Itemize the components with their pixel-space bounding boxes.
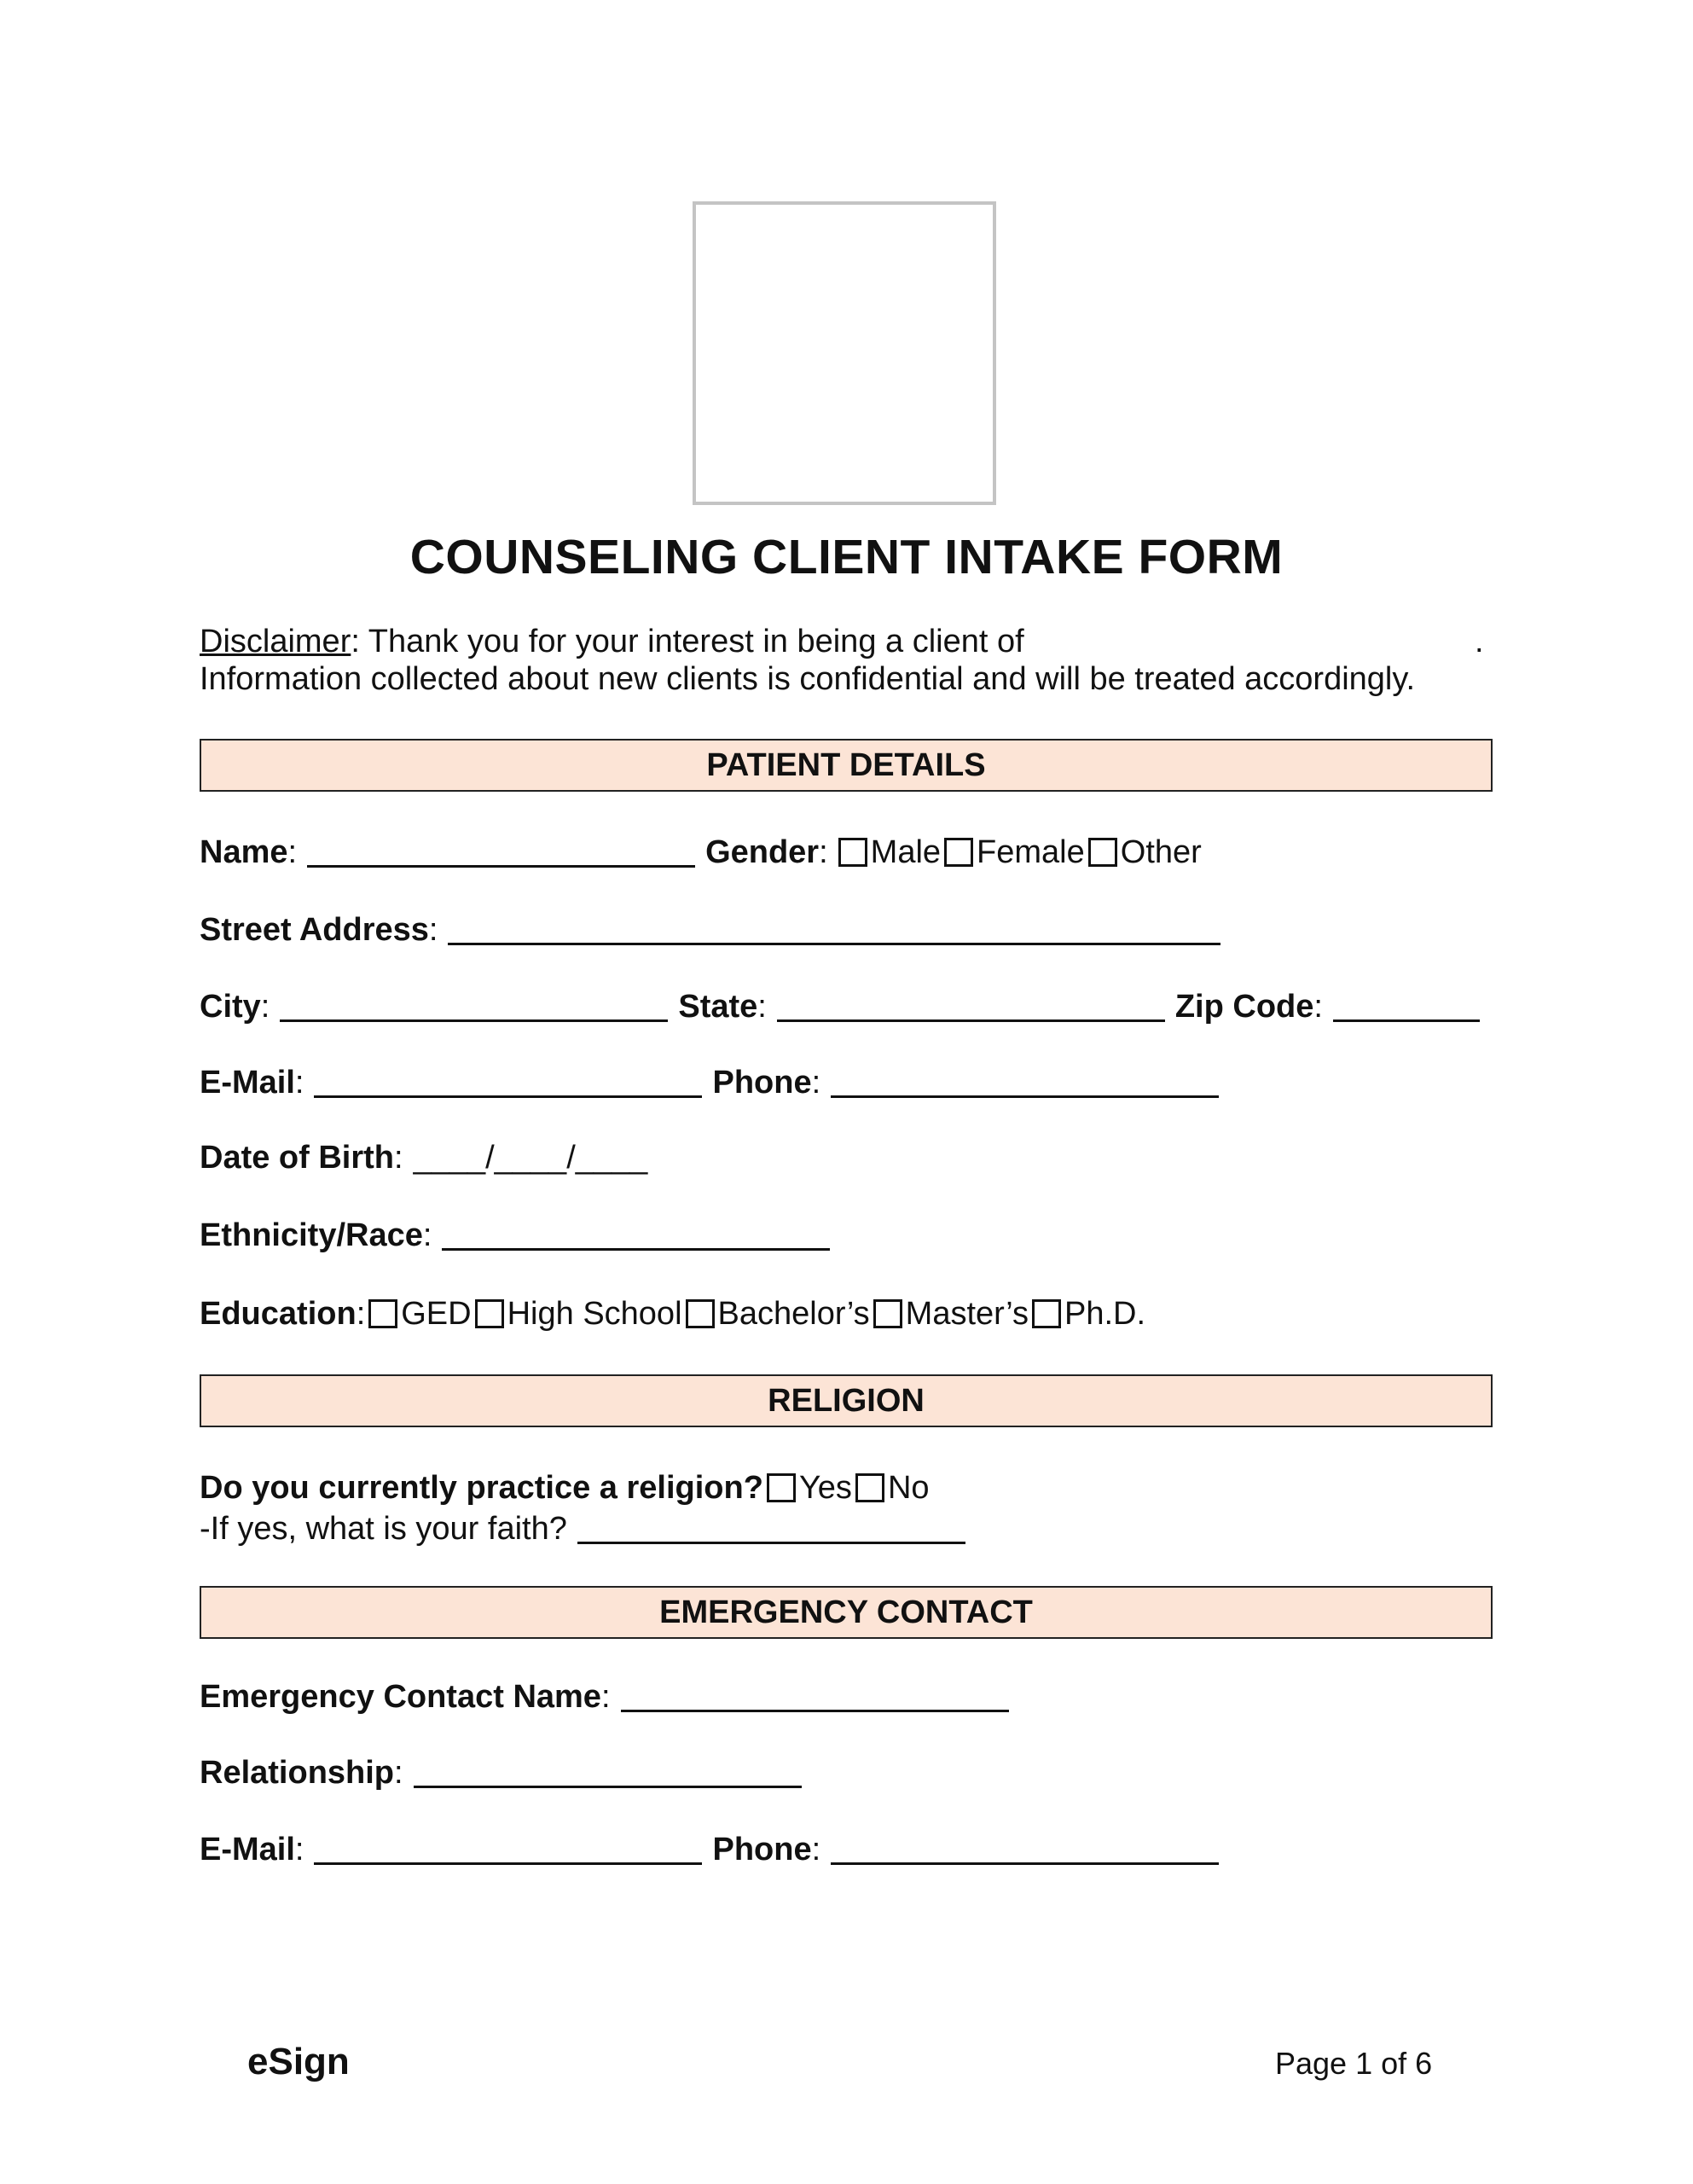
religion-yes-checkbox[interactable]: [767, 1473, 796, 1502]
esign-logo: eSign: [247, 2041, 350, 2082]
row-date-of-birth: [200, 1139, 647, 1176]
colon: :: [356, 1296, 366, 1332]
row-email-phone: [200, 1063, 1219, 1101]
faith-question: -If yes, what is your faith?: [200, 1511, 567, 1547]
section-patient-details: PATIENT DETAILS: [200, 739, 1493, 792]
row-name-gender: [200, 833, 1202, 871]
ethnicity-label: Ethnicity/Race: [200, 1217, 423, 1253]
colon: :: [811, 1065, 821, 1101]
colon: :: [811, 1832, 821, 1867]
dob-label: Date of Birth: [200, 1140, 394, 1176]
colon: :: [394, 1755, 403, 1791]
colon: :: [819, 834, 828, 870]
phone-label: Phone: [712, 1065, 812, 1101]
logo-placeholder[interactable]: [693, 201, 996, 505]
education-phd-checkbox[interactable]: [1032, 1299, 1061, 1328]
colon: :: [394, 1140, 403, 1176]
colon: :: [600, 1679, 611, 1715]
row-emergency-email-phone: [200, 1830, 1219, 1868]
education-phd-label: Ph.D.: [1064, 1296, 1146, 1332]
city-field[interactable]: [280, 987, 668, 1022]
education-label: Education: [200, 1296, 357, 1332]
disclaimer: [200, 623, 1496, 698]
colon: :: [287, 834, 298, 870]
relationship-field[interactable]: [414, 1753, 802, 1788]
colon: :: [294, 1065, 304, 1101]
email-label: E-Mail: [200, 1065, 295, 1101]
row-relationship: [200, 1753, 802, 1792]
colon: :: [428, 912, 438, 948]
colon: :: [422, 1217, 432, 1253]
faith-field[interactable]: [577, 1509, 965, 1544]
zip-code-label: Zip Code: [1174, 989, 1314, 1025]
emergency-phone-label: Phone: [712, 1832, 812, 1867]
disclaimer-label: Disclaimer: [200, 624, 351, 659]
religion-no-checkbox[interactable]: [855, 1473, 884, 1502]
page-title: COUNSELING CLIENT INTAKE FORM: [409, 530, 1284, 584]
emergency-phone-field[interactable]: [831, 1830, 1219, 1865]
colon: :: [294, 1832, 304, 1867]
emergency-email-field[interactable]: [314, 1830, 702, 1865]
education-bachelors-checkbox[interactable]: [686, 1299, 715, 1328]
education-masters-checkbox[interactable]: [873, 1299, 902, 1328]
section-religion: RELIGION: [200, 1374, 1493, 1427]
education-high-school-checkbox[interactable]: [475, 1299, 504, 1328]
row-street-address: [200, 910, 1220, 949]
row-city-state-zip: [200, 987, 1480, 1025]
page-number: Page 1 of 6: [1275, 2046, 1433, 2081]
colon: :: [757, 989, 767, 1025]
disclaimer-text-2: Information collected about new clients is confidential and will be treated accordingly.: [200, 661, 1416, 697]
education-ged-label: GED: [401, 1296, 472, 1332]
state-label: State: [678, 989, 758, 1025]
street-address-label: Street Address: [200, 912, 429, 948]
disclaimer-text-1: : Thank you for your interest in being a client of: [351, 624, 1024, 659]
name-label: Name: [200, 834, 288, 870]
email-field[interactable]: [314, 1063, 702, 1098]
education-bachelors-label: Bachelor’s: [717, 1296, 870, 1332]
gender-other-label: Other: [1120, 834, 1202, 870]
gender-male-label: Male: [870, 834, 942, 870]
education-high-school-label: High School: [507, 1296, 682, 1332]
row-religion-question: [200, 1469, 930, 1507]
emergency-email-label: E-Mail: [200, 1832, 295, 1867]
emergency-name-label: Emergency Contact Name: [200, 1679, 601, 1715]
gender-label: Gender: [705, 834, 820, 870]
name-field[interactable]: [307, 833, 695, 868]
gender-male-checkbox[interactable]: [838, 838, 867, 867]
section-emergency-contact: EMERGENCY CONTACT: [200, 1586, 1493, 1639]
education-ged-checkbox[interactable]: [368, 1299, 397, 1328]
religion-question: Do you currently practice a religion?: [200, 1470, 763, 1506]
zip-code-field[interactable]: [1333, 987, 1480, 1022]
ethnicity-field[interactable]: [442, 1216, 830, 1251]
gender-female-checkbox[interactable]: [944, 838, 973, 867]
colon: :: [1313, 989, 1323, 1025]
city-label: City: [200, 989, 261, 1025]
relationship-label: Relationship: [200, 1755, 395, 1791]
gender-other-checkbox[interactable]: [1088, 838, 1117, 867]
state-field[interactable]: [777, 987, 1165, 1022]
row-religion-faith: [200, 1509, 965, 1548]
religion-yes-label: Yes: [798, 1470, 852, 1506]
religion-no-label: No: [887, 1470, 930, 1506]
dob-field[interactable]: ____/____/____: [413, 1140, 648, 1176]
emergency-name-field[interactable]: [621, 1677, 1009, 1712]
row-ethnicity: [200, 1216, 830, 1254]
gender-female-label: Female: [977, 834, 1085, 870]
colon: :: [260, 989, 270, 1025]
row-emergency-name: [200, 1677, 1009, 1716]
street-address-field[interactable]: [448, 910, 1220, 945]
phone-field[interactable]: [831, 1063, 1219, 1098]
disclaimer-period: .: [1475, 624, 1484, 659]
row-education: [200, 1295, 1145, 1333]
education-masters-label: Master’s: [905, 1296, 1029, 1332]
